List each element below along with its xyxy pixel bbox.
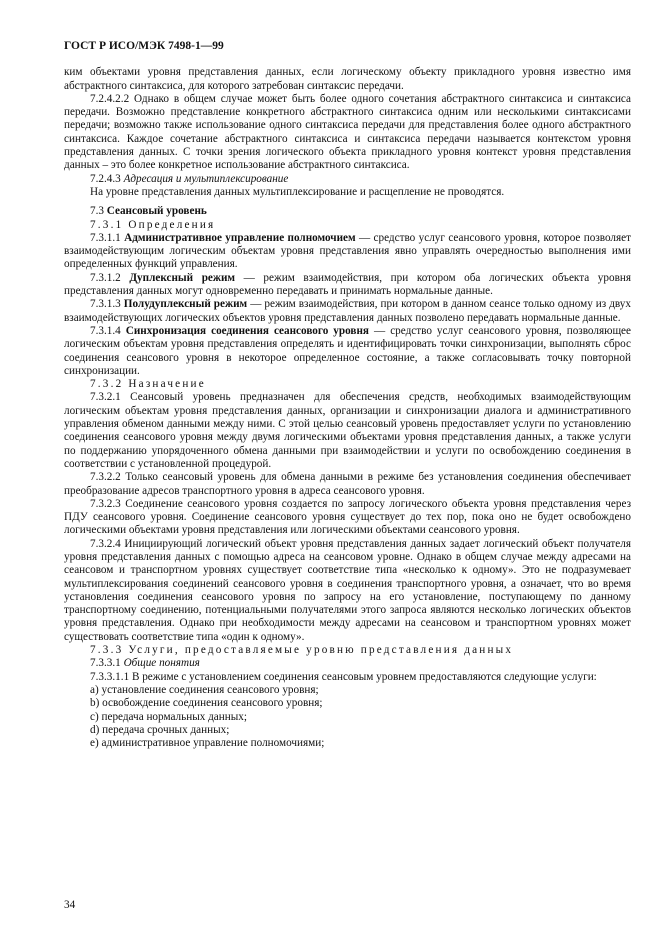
heading-7-2-4-3 — [64, 173, 631, 186]
definition-term: Синхронизация соединения сеансового уровня — [125, 324, 369, 337]
paragraph-7-3-2-2: 7.3.2.2 Только сеансовый уровень для обмена данными в режиме без установления соединения обеспечивает преобразование адресов транспортного уровня в адреса сеансового уровня. — [64, 471, 631, 497]
heading-title: Адресация и мультиплексирование — [123, 172, 289, 185]
definition-7-3-1-4: 7.3.1.4 Синхронизация соединения сеансового уровня — средство услуг сеансового уровня, позволяющее логическим объектам уровня представления определять и идентифицировать точки синхронизации, выполнять сброс соединения сеансового уровня в некоторое определенное состояние, а также согласовывать точку повторной синхронизации. — [64, 324, 631, 377]
heading-7-3-2: 7.3.2 Назначение — [90, 378, 206, 391]
definition-7-3-1-3: 7.3.1.3 Полудуплексный режим — режим взаимодействия, при котором в данном сеансе только одному из двух взаимодействующих логических объектов уровня представления данных позволено передавать нормальные данные. — [64, 298, 631, 324]
heading-7-3-1: 7.3.1 Определения — [90, 218, 216, 231]
heading-7-3 — [64, 205, 631, 218]
heading-7-3-3-1: 7.3.3.1 Общие понятия — [90, 657, 200, 670]
definition-term: Дуплексный режим — [129, 271, 236, 284]
document-header: ГОСТ Р ИСО/МЭК 7498-1—99 — [64, 40, 224, 52]
heading-number: 7.2.4.3 — [90, 172, 121, 185]
list-item: a) установление соединения сеансового уровня; — [90, 683, 319, 696]
paragraph-7-2-4-2-2: 7.2.4.2.2 Однако в общем случае может быть более одного сочетания абстрактного синтаксиса и синтаксиса передачи. Возможно представление конкретного абстрактного синтаксиса одним или несколькими синтаксисами передачи; возможно также использование одного синтаксиса передачи для представления более одного абстрактного синтаксиса. Каждое сочетание абстрактного синтаксиса и синтаксиса передачи называется контекстом уровня представления данных. С точки зрения логического объекта прикладного уровня контекст уровня представления данных – это более конкретное использование абстрактного синтаксиса. — [64, 92, 631, 172]
heading-title: Сеансовый уровень — [106, 205, 207, 218]
list-item: c) передача нормальных данных; — [90, 710, 247, 723]
services-list — [64, 684, 631, 750]
paragraph-7-3-2-4: 7.3.2.4 Инициирующий логический объект уровня представления данных задает логический объект получателя уровня представления данных с помощью адреса на сеансовом уровне. Однако в общем случае между адресами на сеансовом и транспортном уровнях существует соответствие типа «несколько к одному». Это не подразумевает мультиплексирования соединений сеансового уровня в соединения транспортного уровня, а означает, что во время установления соединения сеансового уровня по запросу на его установление, поступающему по данному транспортному соединению, потенциальными получателями этого запроса являются несколько логических объектов уровня представления. Однако при необходимости между адресами на сеансовом и транспортном уровнях может существовать соответствие типа «один к одному». — [64, 537, 631, 643]
paragraph-7-3-3-1-1: 7.3.3.1.1 В режиме с установлением соединения сеансовым уровнем предоставляются следующие услуги: — [90, 670, 597, 683]
heading-7-3-3: 7.3.3 Услуги, предоставляемые уровню представления данных — [90, 644, 514, 657]
paragraph-7-3-2-3: 7.3.2.3 Соединение сеансового уровня создается по запросу логического объекта уровня представления через ПДУ сеансового уровня. Соединение сеансового уровня существует до тех пор, пока оно не будет освобождено логическими объектами уровня представления или логическими объектами сеансового уровня. — [64, 497, 631, 537]
paragraph-multiplexing: На уровне представления данных мультиплексирование и расщепление не проводятся. — [90, 185, 505, 198]
list-item: b) освобождение соединения сеансового уровня; — [90, 697, 323, 710]
page-number: 34 — [64, 899, 76, 911]
definition-7-3-1-2: 7.3.1.2 Дуплексный режим — режим взаимодействия, при котором оба логических объекта уровня представления данных могут одновременно передавать и принимать нормальные данные. — [64, 271, 631, 298]
definition-term: Административное управление полномочием — [124, 231, 356, 244]
list-item: d) передача срочных данных; — [90, 723, 230, 736]
list-item: e) административное управление полномочиями; — [90, 737, 325, 750]
paragraph-continuation: ким объектами уровня представления данных, если логическому объекту прикладного уровня известно имя абстрактного синтаксиса, для которого затребован синтаксис передачи. — [64, 66, 631, 92]
definition-term: Полудуплексный режим — [123, 298, 248, 311]
heading-number: 7.3 — [90, 205, 104, 218]
definition-7-3-1-1: 7.3.1.1 Административное управление полномочием — средство услуг сеансового уровня, которое позволяет взаимодействующим логическим объектам уровня представления явно управлять очередностью выполнения ими определенных функций управления. — [64, 231, 631, 271]
paragraph-7-3-2-1: 7.3.2.1 Сеансовый уровень предназначен для обеспечения средств, необходимых взаимодействующим логическим объектам уровня представления данных, организации и синхронизации диалога и административного управления обменом данными между ними. С этой целью сеансовый уровень предоставляет услуги по установлению соединения сеансового уровня между двумя логическими объектами уровня представления данных, а также услуги по поддержанию упорядоченного обмена данными при взаимодействии и услуги по освобождению соединения в соответствии с установленной процедурой. — [64, 391, 631, 470]
